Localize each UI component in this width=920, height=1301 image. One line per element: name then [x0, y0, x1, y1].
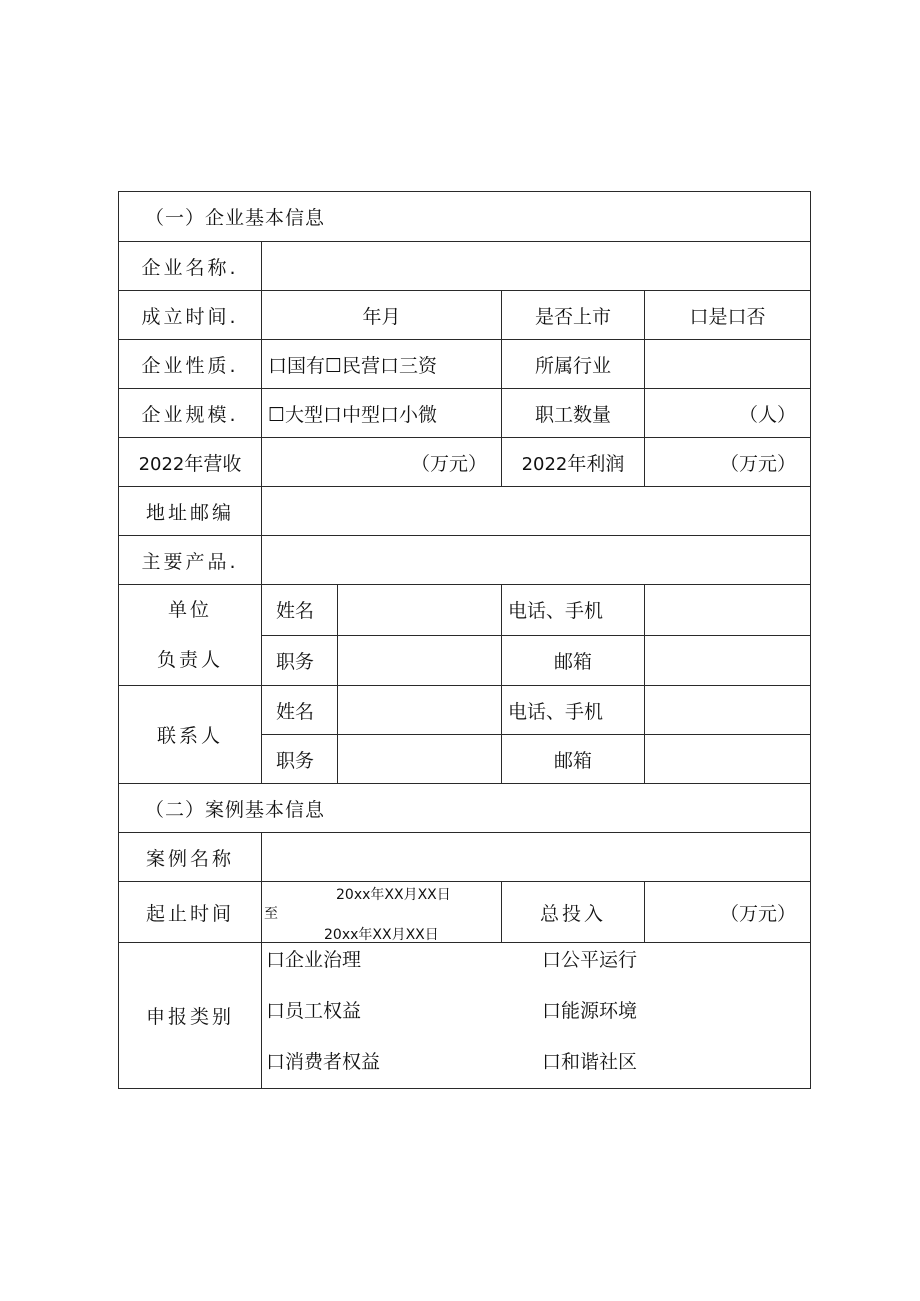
category-option-consumer-rights[interactable]: 口消费者权益 [266, 1051, 381, 1073]
company-name-field[interactable] [262, 242, 811, 291]
unit-head-phone-label: 电话、手机 [502, 585, 645, 636]
address-label: 地址邮编 [119, 487, 262, 536]
category-label: 申报类别 [119, 943, 262, 1089]
scale-label: 企业规模. [119, 389, 262, 438]
contact-title-field[interactable] [338, 735, 502, 784]
category-option-energy-environment[interactable]: 口能源环境 [542, 1000, 638, 1022]
contact-phone-field[interactable] [645, 686, 811, 735]
industry-label: 所属行业 [502, 340, 645, 389]
period-start: 20xx年XX月XX日 [336, 887, 451, 903]
unit-head-label-line1: 单位 [167, 599, 212, 621]
nature-checkbox-group[interactable]: 口国有☐民营口三资 [262, 340, 502, 389]
staff-count-field[interactable]: （人） [645, 389, 811, 438]
period-end: 20xx年XX月XX日 [324, 927, 439, 943]
revenue-year: 2022 [138, 453, 185, 475]
investment-label: 总投入 [502, 882, 645, 943]
unit-head-title-field[interactable] [338, 635, 502, 686]
contact-email-field[interactable] [645, 735, 811, 784]
products-label: 主要产品. [119, 536, 262, 585]
products-field[interactable] [262, 536, 811, 585]
profit-label-text: 年利润 [567, 452, 625, 475]
section-title-case-info: （二）案例基本信息 [119, 784, 811, 833]
revenue-label [119, 438, 262, 487]
period-label: 起止时间 [119, 882, 262, 943]
contact-phone-label: 电话、手机 [502, 686, 645, 735]
case-name-field[interactable] [262, 833, 811, 882]
contact-name-label: 姓名 [262, 686, 338, 735]
founded-field[interactable]: 年月 [262, 291, 502, 340]
nature-label: 企业性质. [119, 340, 262, 389]
profit-label [502, 438, 645, 487]
contact-email-label: 邮箱 [502, 735, 645, 784]
profit-field[interactable]: （万元） [645, 438, 811, 487]
unit-head-label-line2: 负责人 [156, 649, 223, 671]
contact-title-label: 职务 [262, 735, 338, 784]
period-to: 至 [264, 906, 278, 922]
unit-head-label [119, 585, 262, 686]
founded-label: 成立时间. [119, 291, 262, 340]
unit-head-email-label: 邮箱 [502, 635, 645, 686]
listed-label: 是否上市 [502, 291, 645, 340]
unit-head-phone-field[interactable] [645, 585, 811, 636]
contact-label: 联系人 [119, 686, 262, 784]
industry-field[interactable] [645, 340, 811, 389]
application-form [118, 191, 811, 1089]
category-option-employee-rights[interactable]: 口员工权益 [266, 1000, 362, 1022]
revenue-field[interactable]: （万元） [262, 438, 502, 487]
unit-head-title-label: 职务 [262, 635, 338, 686]
scale-checkbox-group[interactable]: ☐大型口中型口小微 [262, 389, 502, 438]
profit-year: 2022 [521, 453, 568, 475]
investment-field[interactable]: （万元） [645, 882, 811, 943]
staff-count-label: 职工数量 [502, 389, 645, 438]
category-checkbox-group [262, 943, 811, 1089]
company-name-label: 企业名称. [119, 242, 262, 291]
case-name-label: 案例名称 [119, 833, 262, 882]
listed-checkbox-group[interactable]: 口是口否 [645, 291, 811, 340]
period-field[interactable] [262, 882, 502, 943]
category-option-community[interactable]: 口和谐社区 [542, 1051, 638, 1073]
contact-name-field[interactable] [338, 686, 502, 735]
unit-head-email-field[interactable] [645, 635, 811, 686]
section-title-company-info: （一）企业基本信息 [119, 192, 811, 242]
unit-head-name-label: 姓名 [262, 585, 338, 636]
unit-head-name-field[interactable] [338, 585, 502, 636]
revenue-label-text: 年营收 [184, 452, 242, 475]
address-field[interactable] [262, 487, 811, 536]
category-option-fair-operation[interactable]: 口公平运行 [542, 949, 638, 971]
category-option-governance[interactable]: 口企业治理 [266, 949, 362, 971]
